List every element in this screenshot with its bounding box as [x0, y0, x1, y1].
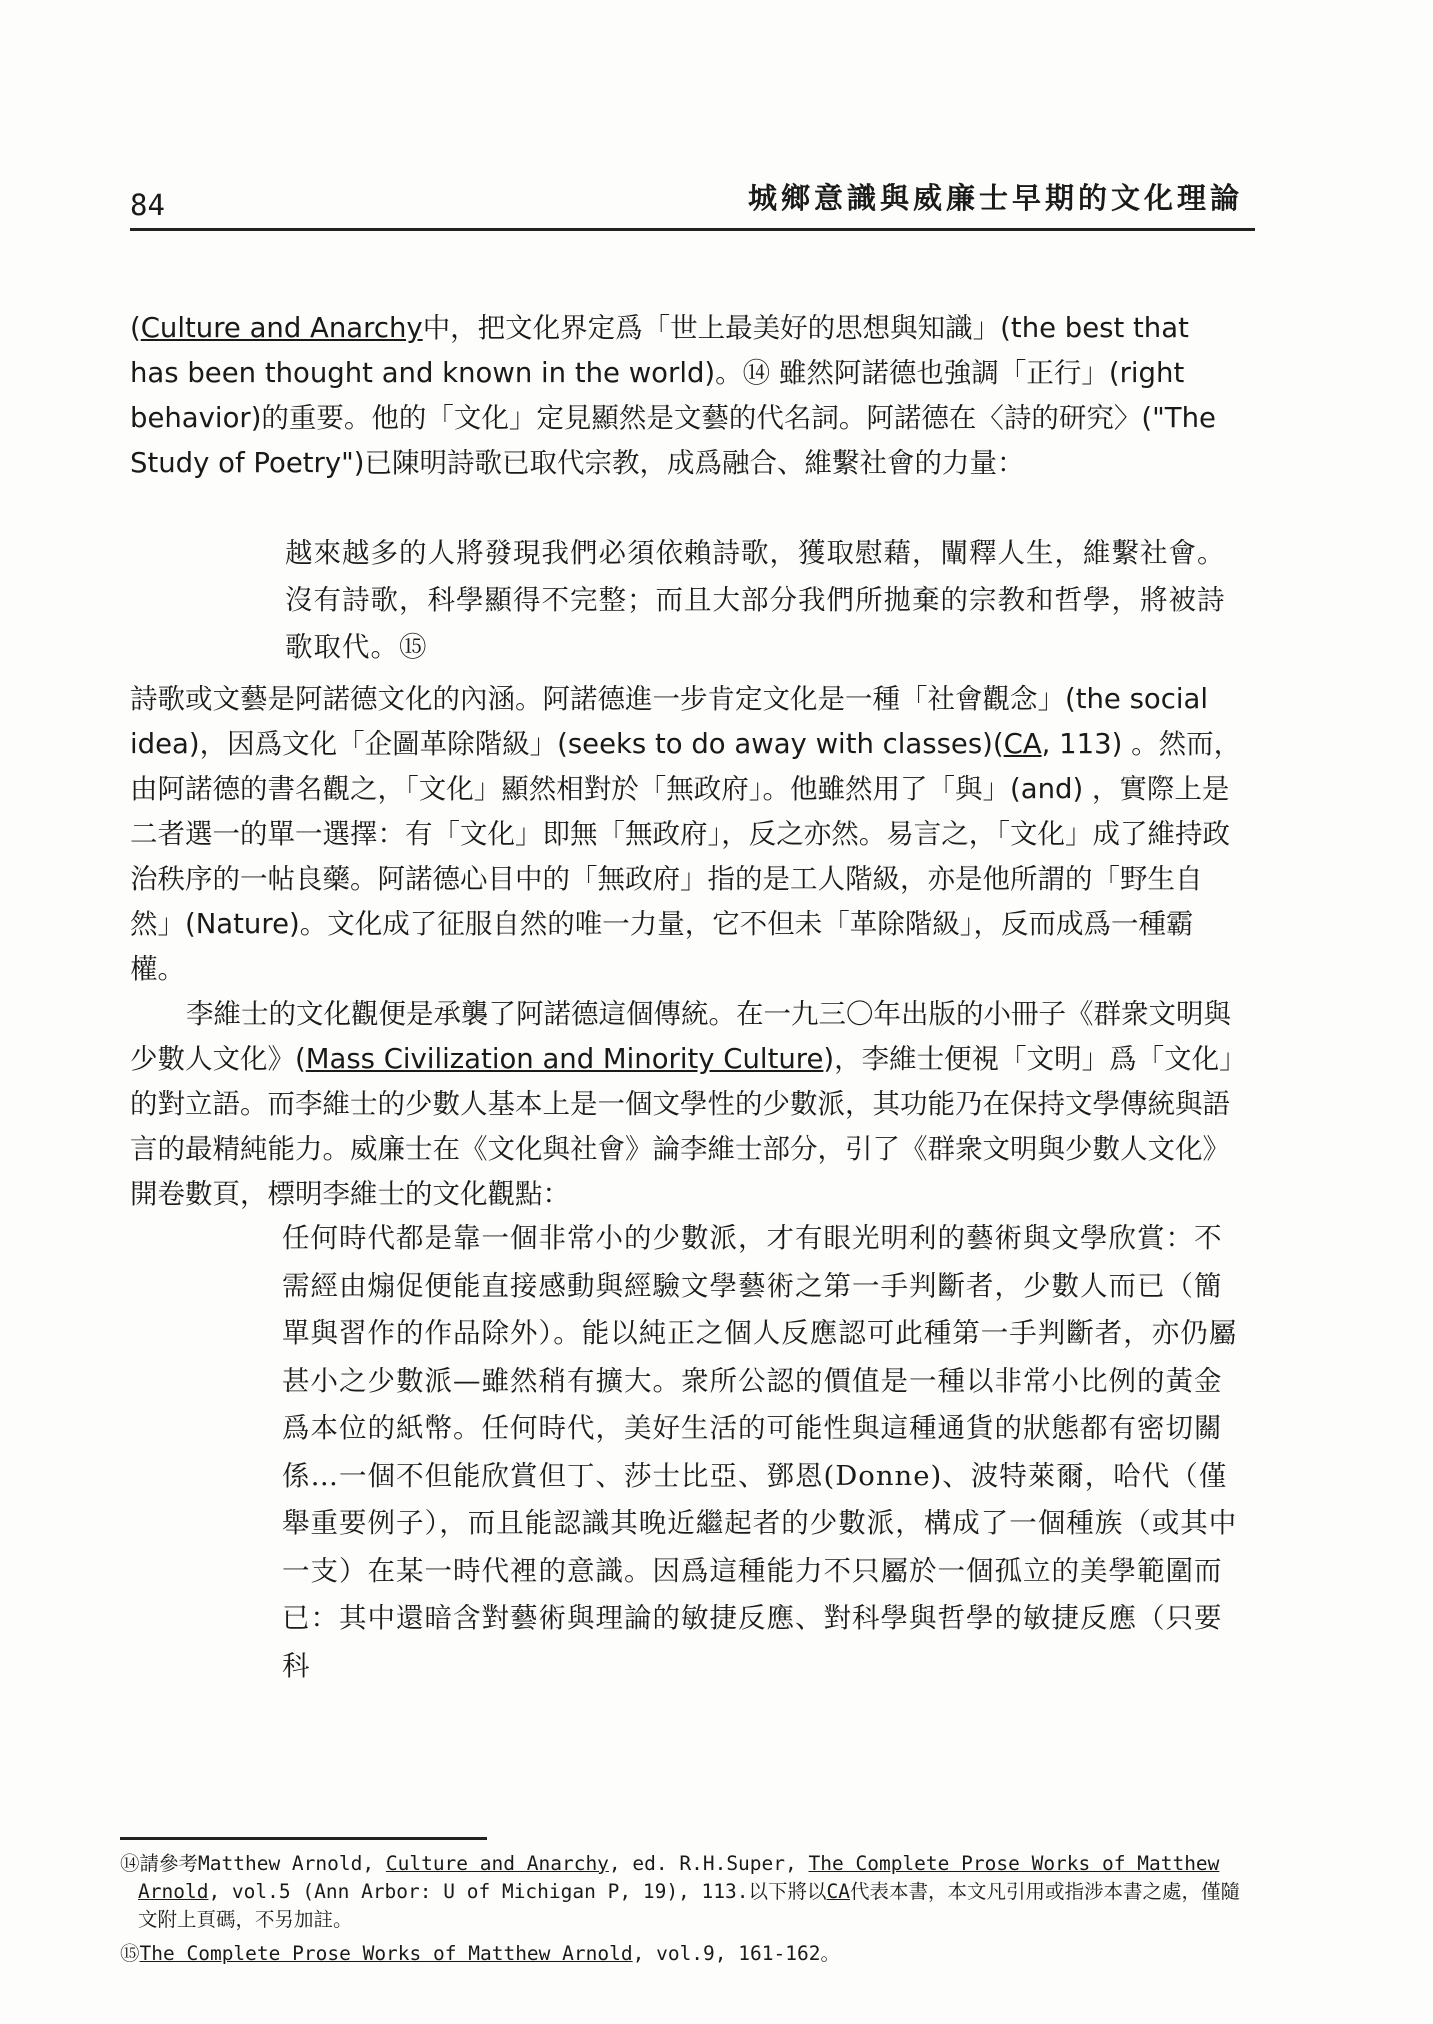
footnote-14-title-1: Culture and Anarchy [385, 1852, 609, 1875]
paragraph-3-text-b: )，李維士便視「文明」爲「文化」的對立語。而李維士的少數人基本上是一個文學性的少數派，其功能乃在保持文學傳統與語言的最精純能力。威廉士在《文化與社會》論李維士部分，引了《群衆文明與少數人文化》開卷數頁，標明李維士的文化觀點： [130, 1043, 1233, 1210]
footnote-rule [120, 1837, 487, 1840]
footnote-14-suffix: , vol.5 (Ann Arbor: U of Michigan P, 19), 113.以下將以 [208, 1880, 827, 1903]
footnote-14-prefix: 請參考Matthew Arnold, [139, 1852, 386, 1875]
footnote-14-ca: CA [826, 1880, 850, 1903]
footnote-14-mid: , ed. R.H.Super, [608, 1852, 809, 1875]
paragraph-1-text: 中，把文化界定爲「世上最美好的思想與知識」(the best that has been thought and known in the world)。⑭ 雖然阿諾德也強調「正行」(right behavior)的重要。他的「文化」定見顯然是文藝的代名詞。阿諾德在〈詩的研究〉("The Study of Poetry")已陳明詩歌已取代宗教，成爲融合、維繫社會的力量： [130, 312, 1216, 479]
paragraphs-2-3 [130, 677, 1242, 1217]
footnote-14-title-2: The Complete Prose Works of Matthew Arnold [138, 1852, 1220, 1903]
paragraph-2-text-b: , 113) 。然而，由阿諾德的書名觀之，「文化」顯然相對於「無政府」。他雖然用了「與」(and) ，實際上是二者選一的單一選擇：有「文化」即無「無政府」，反之亦然。易言之，「文化」成了維持政治秩序的一帖良藥。阿諾德心目中的「無政府」指的是工人階級，亦是他所謂的「野生自然」(Nature)。文化成了征服自然的唯一力量，它不但未「革除階級」，反而成爲一種霸權。 [130, 728, 1242, 985]
running-head: 城鄉意識與威廉士早期的文化理論 [747, 181, 1243, 215]
ca-abbrev: CA [1003, 728, 1042, 760]
paragraph-1: (Culture and Anarchy中，把文化界定爲「世上最美好的思想與知識」(the best that has been thought and known in the world)。⑭ 雖然阿諾德也強調「正行」(right behavior)的重要。他的「文化」定見顯然是文藝的代名詞。阿諾德在〈詩的研究〉("The Study of Poetry")已陳明詩歌已取代宗教，成爲融合、維繫社會的力量： [130, 312, 1216, 479]
paragraph-3 [130, 992, 1242, 1217]
footnote-14-marker: ⑭ [120, 1852, 140, 1875]
book-title-culture-and-anarchy: Culture and Anarchy [140, 312, 423, 344]
paragraph-3-text-a: 李維士的文化觀便是承襲了阿諾德這個傳統。在一九三〇年出版的小冊子《群衆文明與少數人文化》( [130, 998, 1231, 1075]
header-rule [130, 228, 1255, 231]
paragraph-2-text-a: 詩歌或文藝是阿諾德文化的內涵。阿諾德進一步肯定文化是一種「社會觀念」(the social idea)，因爲文化「企圖革除階級」(seeks to do away with classes)( [130, 683, 1209, 760]
paragraph-2 [130, 677, 1242, 992]
block-quote-2: 任何時代都是靠一個非常小的少數派，才有眼光明利的藝術與文學欣賞：不需經由煽促便能直接感動與經驗文學藝術之第一手判斷者，少數人而已（簡單與習作的作品除外）。能以純正之個人反應認可此種第一手判斷者，亦仍屬甚小之少數派—雖然稍有擴大。衆所公認的價值是一種以非常小比例的黃金爲本位的紙幣。任何時代，美好生活的可能性與這種通貨的狀態都有密切關係…一個不但能欣賞但丁、莎士比亞、鄧恩(Donne)、波特萊爾，哈代（僅舉重要例子），而且能認識其晚近繼起者的少數派，構成了一個種族（或其中一支）在某一時代裡的意識。因爲這種能力不只屬於一個孤立的美學範圍而已：其中還暗含對藝術與理論的敏捷反應、對科學與哲學的敏捷反應（只要科 [282, 1222, 1238, 1682]
footnote-14 [120, 1850, 1240, 1934]
footnote-15-title: The Complete Prose Works of Matthew Arnold [139, 1942, 633, 1965]
footnote-15-suffix: , vol.9, 161-162。 [632, 1942, 840, 1965]
block-quote-1: 越來越多的人將發現我們必須依賴詩歌，獲取慰藉，闡釋人生，維繫社會。沒有詩歌，科學顯得不完整；而且大部分我們所拋棄的宗教和哲學，將被詩歌取代。⑮ [285, 537, 1226, 663]
footnotes [120, 1850, 1240, 1974]
footnote-14-end: 代表本書，本文凡引用或指涉本書之處，僅隨文附上頁碼，不另加註。 [138, 1880, 1240, 1931]
book-title-mass-civilization: Mass Civilization and Minority Culture [305, 1043, 824, 1075]
page-number: 84 [130, 188, 165, 222]
footnote-15-marker: ⑮ [120, 1942, 140, 1965]
footnote-15 [120, 1940, 1240, 1968]
